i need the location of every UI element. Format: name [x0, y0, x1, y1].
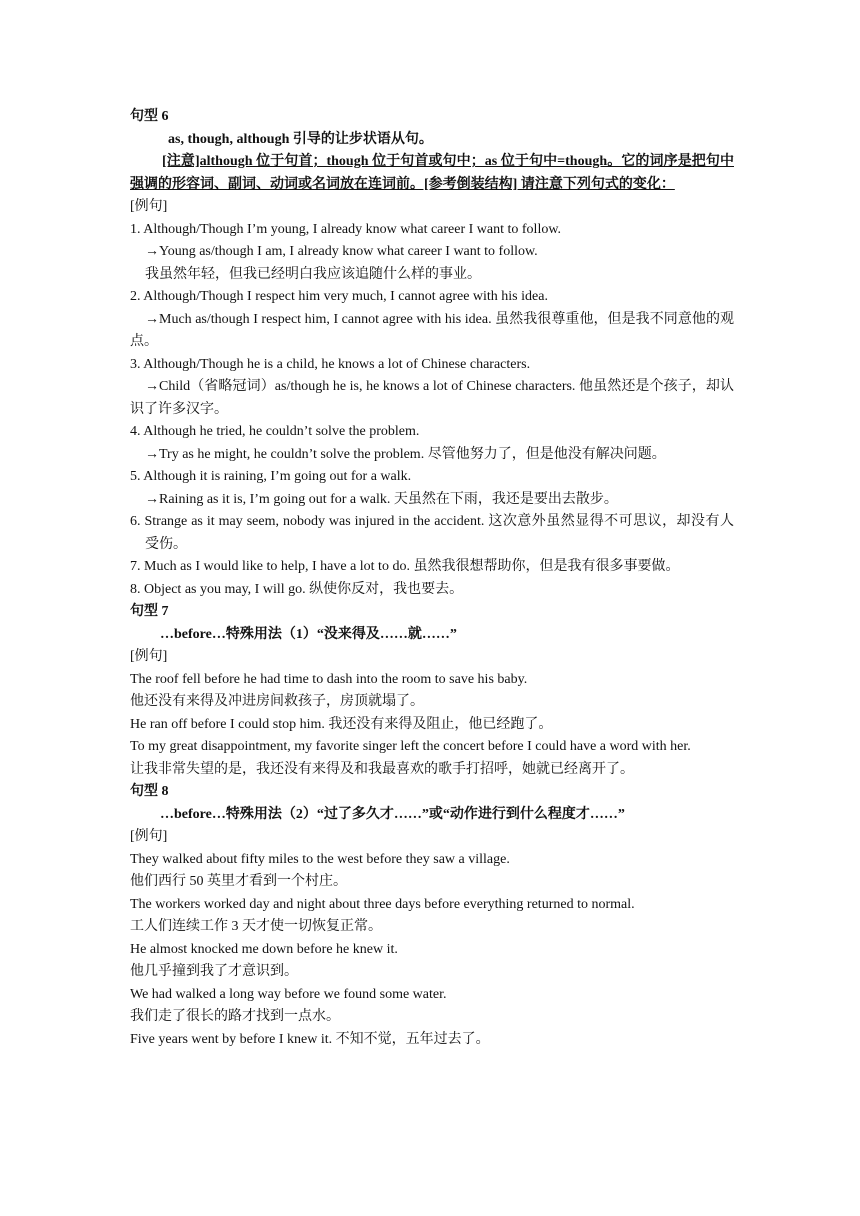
example-line: →Try as he might, he couldn’t solve the problem. 尽管他努力了，但是他没有解决问题。 [145, 446, 666, 462]
section-6-heading: 句型 6 [130, 109, 169, 124]
section-7-heading: 句型 7 [130, 604, 169, 619]
section-6-example-label: [例句] [130, 199, 168, 214]
example-line: 4. Although he tried, he couldn’t solve the problem. [130, 424, 420, 439]
example-line: They walked about fifty miles to the west before they saw a village. [130, 851, 510, 867]
example-line: 工人们连续工作 3 天才使一切恢复正常。 [130, 919, 382, 934]
example-line: 1. Although/Though I’m young, I already know what career I want to follow. [130, 221, 562, 237]
example-line: Five years went by before I knew it. 不知不觉，五年过去了。 [130, 1031, 490, 1047]
example-line: 5. Although it is raining, I’m going out for a walk. [130, 469, 412, 484]
example-line: 他们西行 50 英里才看到一个村庄。 [130, 874, 347, 889]
section-6-note: [注意]although 位于句首；though 位于句首或句中；as 位于句中=though。它的词序是把句中强调的形容词、副词、动词或名词放在连词前。[参考倒装结构] 请注意下列句式的变化： [130, 154, 734, 192]
example-line: →Much as/though I respect him, I cannot agree with his idea. 虽然我很尊重他，但是我不同意他的观点。 [130, 311, 734, 349]
example-line: 6. Strange as it may seem, nobody was injured in the accident. 这次意外虽然显得不可思议，却没有人受伤。 [130, 514, 734, 552]
example-line: The workers worked day and night about three days before everything returned to normal. [130, 896, 635, 912]
section-7-title: …before…特殊用法（1）“没来得及……就……” [160, 626, 457, 642]
example-line: We had walked a long way before we found some water. [130, 986, 447, 1002]
example-line: He almost knocked me down before he knew it. [130, 941, 398, 957]
example-line: 他几乎撞到我了才意识到。 [130, 964, 298, 979]
example-line: →Child（省略冠词）as/though he is, he knows a lot of Chinese characters. 他虽然还是个孩子，却认识了许多汉字。 [130, 379, 734, 417]
example-line: 让我非常失望的是，我还没有来得及和我最喜欢的歌手打招呼，她就已经离开了。 [130, 761, 634, 777]
example-line: 2. Although/Though I respect him very much, I cannot agree with his idea. [130, 289, 548, 304]
example-line: 我们走了很长的路才找到一点水。 [130, 1009, 340, 1024]
example-line: 他还没有来得及冲进房间救孩子，房顶就塌了。 [130, 694, 424, 709]
example-line: 3. Although/Though he is a child, he knows a lot of Chinese characters. [130, 356, 531, 372]
example-line: 8. Object as you may, I will go. 纵使你反对，我也要去。 [130, 581, 464, 597]
section-7-example-label: [例句] [130, 649, 168, 664]
example-line: The roof fell before he had time to dash into the room to save his baby. [130, 671, 528, 687]
example-line: He ran off before I could stop him. 我还没有来得及阻止，他已经跑了。 [130, 716, 553, 732]
example-line: 我虽然年轻，但我已经明白我应该追随什么样的事业。 [145, 266, 481, 282]
example-line: →Raining as it is, I’m going out for a walk. 天虽然在下雨，我还是要出去散步。 [145, 491, 618, 507]
example-line: 7. Much as I would like to help, I have a lot to do. 虽然我很想帮助你，但是我有很多事要做。 [130, 559, 680, 574]
document-page [130, 106, 734, 1051]
section-8-heading: 句型 8 [130, 784, 169, 799]
section-8-example-label: [例句] [130, 829, 168, 844]
section-6-title: as, though, although 引导的让步状语从句。 [168, 131, 433, 147]
example-line: →Young as/though I am, I already know what career I want to follow. [145, 244, 538, 259]
section-8-title: …before…特殊用法（2）“过了多久才……”或“动作进行到什么程度才……” [160, 806, 625, 822]
example-line: To my great disappointment, my favorite singer left the concert before I could have a word with her. [130, 739, 691, 754]
